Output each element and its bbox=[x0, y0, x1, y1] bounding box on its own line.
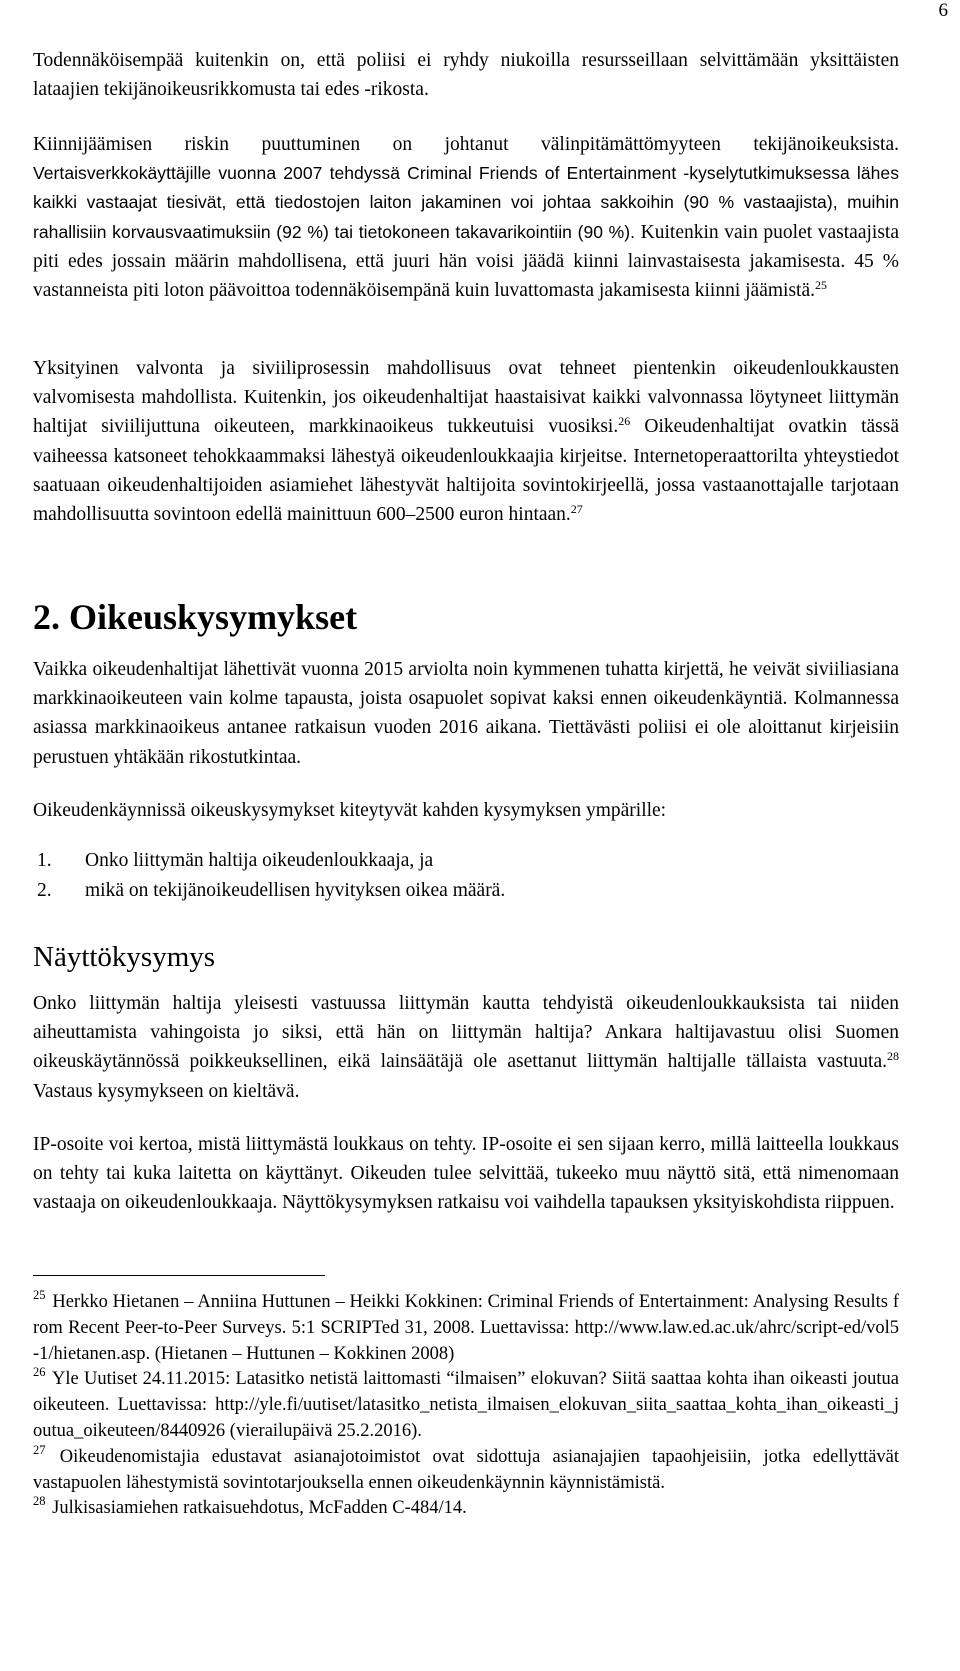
paragraph-ip-address: IP-osoite voi kertoa, mistä liittymästä loukkaus on tehty. IP-osoite ei sen sijaan kerro, millä laitteella loukkaus on tehty tai kuka laitetta on käyttänyt. Oikeuden tulee selvittää, tukeeko muu näyttö sitä, että nimenomaan vastaaja on oikeudenloukkaaja. Näyttökysymyksen ratkaisu voi vaihdella tapauksen yksityiskohdista riippuen. bbox=[33, 1134, 899, 1214]
footnotes bbox=[33, 1290, 899, 1522]
footnote-ref-28: 28 bbox=[887, 1049, 899, 1064]
footnote-ref-25: 25 bbox=[814, 278, 827, 293]
footnote-28: $^{28}$ Julkisasiamiehen ratkaisuehdotus, McFadden C-484/14. bbox=[33, 1494, 467, 1519]
list-item: 1. Onko liittymän haltija oikeudenloukkaaja, ja bbox=[37, 850, 434, 871]
footnote-25: $^{25}$ Herkko Hietanen – Anniina Huttunen – Heikki Kokkinen: Criminal Friends of Entertainment: Analysing Results from Recent Peer-to-Peer Surveys. 5:1 SCRIPTed 31, 2008. Luettavissa: http://www.law.ed.ac.uk/ahrc/script-ed/vol5-1/hietanen.asp. (Hietanen – Huttunen – Kokkinen 2008) bbox=[33, 1288, 899, 1364]
paragraph-letters-sent: Vaikka oikeudenhaltijat lähettivät vuonna 2015 arviolta noin kymmenen tuhatta kirjettä, he veivät siviiliasiana markkinaoikeuteen vain kolme tapausta, joista osapuolet sopivat kaksi ennen oikeudenkäyntiä. Kolmannessa asiassa markkinaoikeus antanee ratkaisun vuoden 2016 aikana. Tiettävästi poliisi ei ole aloittanut kirjeisiin perustuen yhtäkään rikostutkintaa. bbox=[33, 659, 899, 768]
footnote-27: $^{27}$ Oikeudenomistajia edustavat asianajotoimistot ovat sidottuja asianajajien tapaohjeisiin, jotka edellyttävät vastapuolen lähestymistä sovintotarjouksella ennen oikeudenkäynnin käynnistämistä. bbox=[33, 1442, 900, 1493]
paragraph-detection-risk: Kiinnijäämisen riskin puuttuminen on johtanut välinpitämättömyyteen tekijänoikeuksista. Vertaisverkkokäyttäjille vuonna 2007 tehdyssä Criminal Friends of Entertainment -kyselytutkimuksessa lähes kaikki vastaajat tiesivät, että tiedostojen laiton jakaminen voi johtaa sakkoihin (90 % vastaajista), muihin rahallisiin korvausvaatimuksiin (92 %) tai tietokoneen takavarikointiin (90 %). Kuitenkin vain puolet vastaajista piti edes jossain määrin mahdollisena, että juuri hän voisi jäädä kiinni lainvastaisesta jakamisesta. 45 % vastanneista piti loton päävoittoa todennäköisempänä kuin luvattomasta jakamisesta kiinni jäämistä.$^{25}$ bbox=[33, 134, 899, 302]
footnote-ref-27: 27 bbox=[570, 502, 583, 517]
page-number: 6 bbox=[938, 0, 948, 21]
survey-sentence: Vertaisverkkokäyttäjille vuonna 2007 tehdyssä Criminal Friends of Entertainment -kyselytutkimuksessa lähes kaikki vastaajat tiesivät, että tiedostojen laiton jakaminen voi johtaa sakkoihin (90 % vastaajista), muihin rahallisiin korvausvaatimuksiin (92 %) tai tietokoneen takavarikointiin (90 %). bbox=[33, 163, 899, 242]
question-list bbox=[33, 846, 899, 905]
paragraph-private-monitoring: Yksityinen valvonta ja siviiliprosessin mahdollisuus ovat tehneet pientenkin oikeudenloukkausten valvomisesta mahdollista. Kuitenkin, jos oikeudenhaltijat haastaisivat kaikki valvonnassa löytyneet liittymän haltijat siviilijuttuna oikeuteen, markkinaoikeus tukkeutuisi vuosiksi.$^{26}$ Oikeudenhaltijat ovatkin tässä vaiheessa katsoneet tehokkaammaksi lähestyä oikeudenloukkaajia kirjeitse. Internetoperaattorilta yhteystiedot saatuaan oikeudenhaltijoiden asiamiehet lähestyvät haltijoita sovintokirjeellä, jossa vastaanottajalle tarjotaan mahdollisuutta sovintoon edellä mainittuun 600–2500 euron hintaan.$^{27}$ bbox=[33, 358, 899, 526]
paragraph-holder-liability: Onko liittymän haltija yleisesti vastuussa liittymän kautta tehdyistä oikeudenloukkauksista tai niiden aiheuttamista vahingoista jo siksi, että hän on liittymän haltija? Ankara haltijavastuu olisi Suomen oikeuskäytännössä poikkeuksellinen, eikä lainsäätäjä ole asettanut liittymän haltijalle tällaista vastuuta.$^{28}$ Vastaus kysymykseen on kieltävä. bbox=[33, 993, 899, 1102]
footnote-separator bbox=[33, 1275, 325, 1276]
paragraph-police-resources: Todennäköisempää kuitenkin on, että poliisi ei ryhdy niukoilla resursseillaan selvittämään yksittäisten lataajien tekijänoikeusrikkomusta tai edes -rikosta. bbox=[33, 50, 899, 101]
section-heading: 2. Oikeuskysymykset bbox=[33, 597, 358, 637]
footnote-ref-26: 26 bbox=[618, 414, 631, 429]
paragraph-legal-questions: Oikeudenkäynnissä oikeuskysymykset kiteytyvät kahden kysymyksen ympärille: bbox=[33, 800, 667, 821]
footnote-26: $^{26}$ Yle Uutiset 24.11.2015: Latasitko netistä laittomasti “ilmaisen” elokuvan? Siitä saattaa kohta ihan oikeasti joutua oikeuteen. Luettavissa: http://yle.fi/uutiset/latasitko_netista_ilmaisen_elokuvan_siita_saattaa_kohta_ihan_oikeasti_joutua_oikeuteen/8440926 (vierailupäivä 25.2.2016). bbox=[33, 1365, 899, 1441]
subsection-heading: Näyttökysymys bbox=[33, 941, 216, 973]
list-item: 2. mikä on tekijänoikeudellisen hyvityksen oikea määrä. bbox=[37, 879, 506, 901]
